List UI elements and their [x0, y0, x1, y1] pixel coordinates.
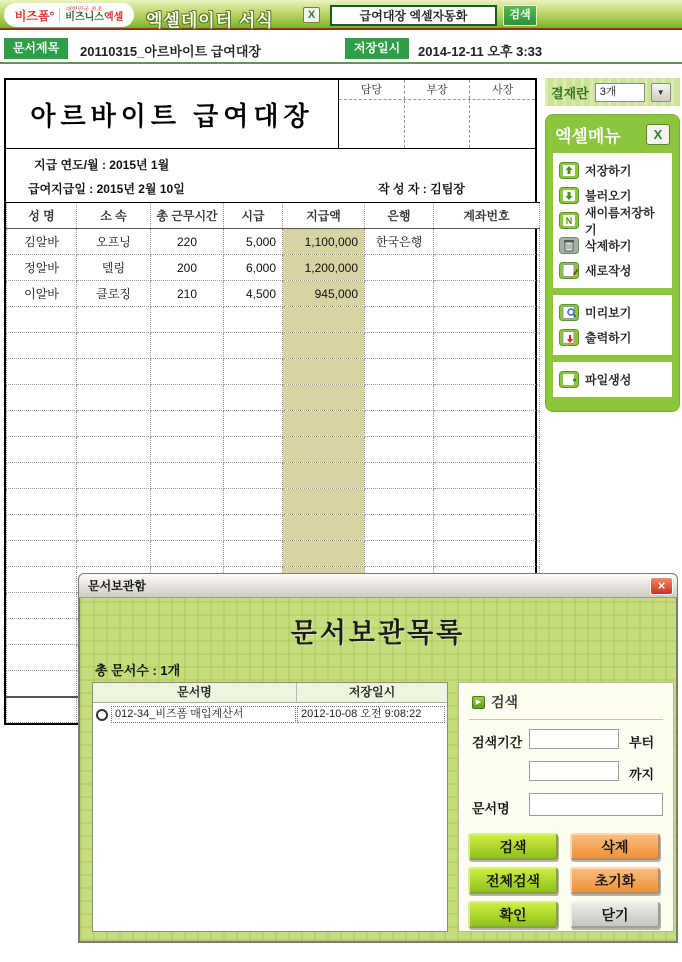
period-to-input[interactable] [529, 761, 619, 781]
pay-cell [434, 255, 540, 281]
approval-sign-cell [339, 100, 404, 148]
excel-menu-title: 엑셀메뉴 [555, 126, 621, 146]
pay-cell [151, 463, 224, 489]
new-doc-icon [559, 262, 579, 279]
pay-cell [434, 229, 540, 255]
pay-cell [224, 333, 283, 359]
pay-cell [224, 411, 283, 437]
pay-cell: 4,500 [224, 281, 283, 307]
pay-cell [151, 307, 224, 333]
svg-text:N: N [565, 216, 573, 226]
excel-doc-icon: X [303, 7, 320, 23]
logo-tagline: 대한민국 최초 [65, 7, 102, 13]
approval-col-담당: 담당 [360, 84, 382, 96]
pay-cell [283, 385, 365, 411]
pay-cell [7, 463, 77, 489]
pay-cell [77, 333, 151, 359]
dialog-button-초기화[interactable]: 초기화 [570, 867, 660, 894]
archive-row[interactable] [93, 703, 447, 726]
pay-cell: 오프닝 [77, 229, 151, 255]
pay-cell: 김알바 [7, 229, 77, 255]
pay-col-header: 성 명 [7, 203, 77, 229]
pay-cell [434, 281, 540, 307]
search-divider [469, 719, 663, 720]
menu-item-label: 저장하기 [585, 164, 632, 178]
archive-doc-saved: 2012-10-08 오전 9:08:22 [297, 706, 445, 723]
pay-cell [365, 333, 434, 359]
dialog-button-검색[interactable]: 검색 [468, 833, 558, 860]
document-meta-bar [0, 38, 682, 62]
table-row [7, 541, 540, 567]
pay-cell [7, 541, 77, 567]
pay-cell [151, 541, 224, 567]
pay-cell [77, 463, 151, 489]
document-archive-dialog [78, 573, 678, 943]
pay-cell [283, 333, 365, 359]
pay-month-text: 지급 연도/월 : 2015년 1월 [34, 158, 170, 172]
doc-title-badge: 문서제목 [4, 38, 68, 59]
pay-cell [365, 541, 434, 567]
table-row [7, 489, 540, 515]
pay-date-text: 급여지급일 : 2015년 2월 10일 [28, 182, 185, 196]
table-row [7, 385, 540, 411]
pay-cell [7, 645, 77, 671]
pay-cell [283, 437, 365, 463]
menu-group [553, 295, 672, 355]
trash-icon [559, 237, 579, 254]
pay-cell: 정알바 [7, 255, 77, 281]
pay-cell: 한국은행 [365, 229, 434, 255]
pay-cell [77, 411, 151, 437]
pay-cell [7, 333, 77, 359]
menu-item-preview[interactable] [559, 300, 666, 325]
menu-item-print[interactable] [559, 325, 666, 350]
pay-cell [434, 437, 540, 463]
approval-sign-table [338, 80, 535, 148]
pay-cell [283, 411, 365, 437]
pay-cell [224, 307, 283, 333]
pay-cell [7, 671, 77, 697]
author-text: 작 성 자 : 김팀장 [378, 182, 465, 196]
pay-cell [7, 385, 77, 411]
pay-cell [7, 307, 77, 333]
logo-secondary-text: 비즈니스엑셀 [65, 12, 124, 23]
approval-col-사장: 사장 [469, 80, 535, 99]
menu-group [553, 153, 672, 288]
search-section-title: 검색 [491, 694, 519, 710]
dialog-titlebar[interactable] [78, 573, 678, 597]
archive-search-panel [458, 682, 674, 932]
menu-item-file-create[interactable] [559, 367, 666, 392]
pay-cell [365, 385, 434, 411]
excel-logo-icon: X [646, 124, 670, 145]
pay-cell [151, 437, 224, 463]
meta-divider [0, 62, 682, 64]
table-row [7, 515, 540, 541]
menu-item-new-doc[interactable] [559, 258, 666, 283]
pay-cell [434, 489, 540, 515]
table-row [7, 255, 540, 281]
pay-cell [77, 515, 151, 541]
pay-cell [434, 515, 540, 541]
table-row [7, 281, 540, 307]
table-row [7, 307, 540, 333]
pay-cell [7, 567, 77, 593]
table-row [7, 463, 540, 489]
pay-col-header: 지급액 [283, 203, 365, 229]
load-icon [559, 187, 579, 204]
pay-cell [224, 515, 283, 541]
pay-cell [434, 541, 540, 567]
pay-cell [283, 541, 365, 567]
pay-cell [7, 593, 77, 619]
pay-cell [283, 515, 365, 541]
menu-item-label: 새로작성 [585, 264, 632, 278]
menu-item-label: 삭제하기 [585, 239, 632, 253]
pay-cell [365, 489, 434, 515]
pay-cell [7, 515, 77, 541]
pay-cell [434, 359, 540, 385]
logo-divider [59, 8, 60, 22]
pay-cell [77, 359, 151, 385]
archive-list [92, 682, 448, 932]
pay-cell: 1,200,000 [283, 255, 365, 281]
pay-cell [365, 359, 434, 385]
approval-count-select[interactable]: 3개 [595, 83, 645, 102]
pay-cell [365, 281, 434, 307]
pay-cell: 6,000 [224, 255, 283, 281]
table-row [7, 229, 540, 255]
pay-cell: 5,000 [224, 229, 283, 255]
dialog-title: 문서보관함 [88, 579, 146, 593]
pay-cell [151, 515, 224, 541]
close-icon[interactable]: × [650, 577, 673, 595]
pay-cell [7, 359, 77, 385]
table-row [7, 437, 540, 463]
period-from-input[interactable] [529, 729, 619, 749]
excel-menu-panel [545, 114, 680, 412]
col-header-docname: 문서명 [93, 683, 297, 702]
pay-cell [224, 463, 283, 489]
pay-cell [224, 541, 283, 567]
table-row [7, 359, 540, 385]
approval-line-label: 결재란 [551, 85, 589, 101]
pay-cell: 이알바 [7, 281, 77, 307]
save-as-icon [559, 212, 579, 229]
menu-item-label: 파일생성 [585, 373, 632, 387]
pay-cell [283, 489, 365, 515]
top-banner [0, 0, 682, 30]
search-input[interactable] [330, 5, 497, 26]
pay-col-header: 계좌번호 [434, 203, 540, 229]
approval-sign-cell [469, 100, 535, 148]
dialog-button-전체검색[interactable]: 전체검색 [468, 867, 558, 894]
saved-at-badge: 저장일시 [345, 38, 409, 59]
menu-item-label: 출력하기 [585, 331, 632, 345]
pay-cell [224, 385, 283, 411]
pay-cell [283, 463, 365, 489]
chevron-down-icon[interactable]: ▼ [651, 83, 671, 102]
pay-col-header: 은행 [365, 203, 434, 229]
doc-title-value: 20110315_아르바이트 급여대장 [80, 44, 261, 59]
saved-at-value: 2014-12-11 오후 3:33 [418, 44, 543, 59]
menu-item-label: 미리보기 [585, 306, 632, 320]
pay-cell: 220 [151, 229, 224, 255]
pay-col-header: 총 근무시간 [151, 203, 224, 229]
table-row [7, 411, 540, 437]
dialog-button-확인[interactable]: 확인 [468, 901, 558, 928]
pay-cell [365, 515, 434, 541]
pay-cell [151, 385, 224, 411]
pay-col-header: 소 속 [77, 203, 151, 229]
from-suffix: 부터 [629, 735, 655, 750]
pay-cell [224, 489, 283, 515]
pay-cell [434, 411, 540, 437]
logo-primary-text: 비즈폼° [14, 8, 55, 23]
pay-cell [283, 307, 365, 333]
docname-input[interactable] [529, 793, 663, 816]
pay-cell [365, 411, 434, 437]
pay-cell [365, 463, 434, 489]
pay-cell: 델링 [77, 255, 151, 281]
save-icon [559, 162, 579, 179]
dialog-button-닫기[interactable]: 닫기 [570, 901, 660, 928]
pay-col-header: 시급 [224, 203, 283, 229]
pay-cell [434, 333, 540, 359]
pay-cell [7, 411, 77, 437]
pay-cell [434, 463, 540, 489]
archive-heading: 문서보관목록 [290, 618, 466, 648]
print-icon [559, 329, 579, 346]
pay-cell: 클로징 [77, 281, 151, 307]
pay-cell [151, 489, 224, 515]
pay-cell: 200 [151, 255, 224, 281]
docname-label: 문서명 [472, 801, 510, 816]
pay-cell: 945,000 [283, 281, 365, 307]
document-count-text: 총 문서수 : 1개 [95, 663, 181, 678]
pay-cell [365, 437, 434, 463]
approval-line-setting [545, 78, 680, 106]
search-section-icon: ▶ [472, 696, 485, 709]
dialog-button-삭제[interactable]: 삭제 [570, 833, 660, 860]
menu-group [553, 362, 672, 397]
period-label: 검색기간 [472, 735, 523, 750]
pay-cell [151, 333, 224, 359]
pay-cell [7, 697, 77, 723]
pay-cell: 210 [151, 281, 224, 307]
pay-cell [77, 489, 151, 515]
pay-cell [151, 359, 224, 385]
pay-cell [365, 255, 434, 281]
col-header-saved: 저장일시 [348, 685, 396, 699]
pay-cell [77, 385, 151, 411]
pay-cell [224, 359, 283, 385]
pay-cell [434, 385, 540, 411]
search-button[interactable]: 검색 [503, 5, 537, 26]
pay-cell: 1,100,000 [283, 229, 365, 255]
pay-cell [151, 411, 224, 437]
bizform-logo [4, 3, 134, 27]
approval-col-부장: 부장 [404, 80, 470, 99]
table-row [7, 333, 540, 359]
pay-cell [7, 437, 77, 463]
pay-cell [7, 619, 77, 645]
pay-cell [77, 541, 151, 567]
pay-cell [7, 489, 77, 515]
menu-item-label: 불러오기 [585, 189, 632, 203]
menu-item-save-as[interactable] [559, 205, 666, 237]
pay-cell [434, 307, 540, 333]
preview-icon [559, 304, 579, 321]
file-create-icon [559, 371, 579, 388]
pay-cell [77, 437, 151, 463]
sheet-title: 아르바이트 급여대장 [30, 100, 314, 131]
to-suffix: 까지 [629, 767, 655, 782]
menu-item-label: 새이름저장하기 [585, 205, 655, 237]
pay-cell [224, 437, 283, 463]
menu-item-save[interactable] [559, 158, 666, 183]
pay-cell [283, 359, 365, 385]
app-title: 엑셀데이터 서식 [146, 11, 274, 30]
pay-cell [77, 307, 151, 333]
document-radio[interactable] [96, 709, 108, 721]
pay-cell [365, 307, 434, 333]
approval-sign-cell [404, 100, 470, 148]
archive-doc-name[interactable]: 012-34_비즈폼 매입계산서 [111, 706, 296, 723]
